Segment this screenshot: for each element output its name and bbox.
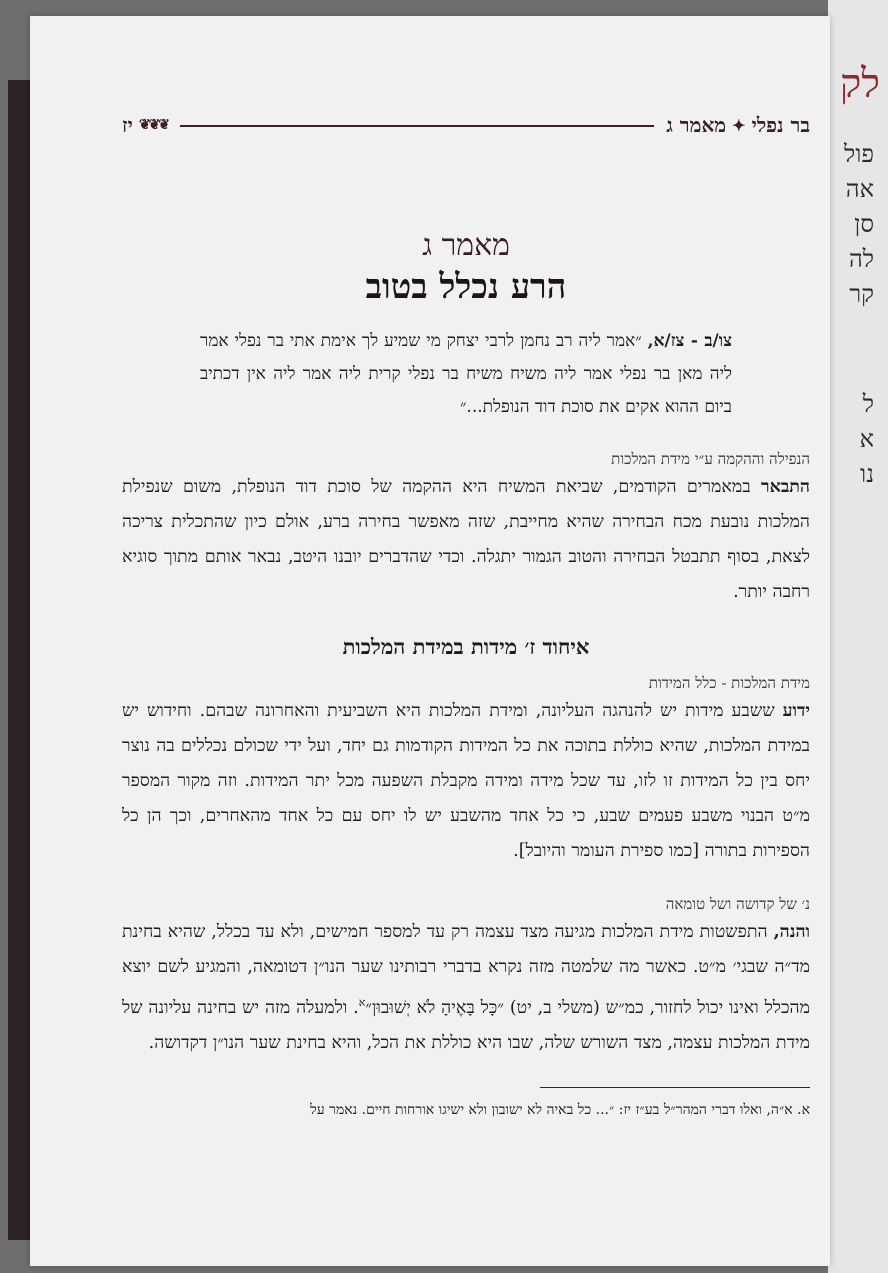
next-page-line-fragment: אה bbox=[845, 175, 874, 203]
paragraph-lead-word: התבאר bbox=[760, 477, 810, 497]
essay-title: הרע נכלל בטוב bbox=[365, 267, 567, 307]
next-page-line-fragment: נו bbox=[860, 460, 874, 488]
section-heading: איחוד ז׳ מידות במידת המלכות bbox=[342, 634, 590, 659]
paragraph-text-continued: . ולמעלה מזה יש בחינה עליונה של מידת המלכות עצמה, מצד השורש שלה, שבו היא כוללת את הכל, והיא בחינת שער הנו״ן דקדושה. bbox=[122, 997, 810, 1053]
next-page-line-fragment: קר bbox=[849, 280, 874, 308]
header-separator-icon: ✦ bbox=[732, 115, 746, 135]
quote-reference: צו/ב - צז/א, bbox=[647, 331, 732, 351]
footnote-separator bbox=[540, 1087, 810, 1088]
paragraph-lead-word: ידוע bbox=[782, 701, 810, 721]
section-side-label: מידת המלכות - כלל המידות bbox=[648, 674, 810, 692]
header-ornament-icon: ❦❦❦ bbox=[138, 117, 169, 133]
footnote-marker[interactable]: א bbox=[358, 996, 366, 1009]
body-paragraph bbox=[122, 470, 810, 610]
paragraph-lead-word: והנה, bbox=[773, 922, 810, 942]
essay-label: מאמר ג bbox=[422, 228, 510, 263]
section-side-label: נ׳ של קדושה ושל טומאה bbox=[665, 895, 810, 913]
body-paragraph bbox=[122, 694, 810, 869]
page-number: יז bbox=[122, 112, 133, 137]
next-page-line-fragment: פול bbox=[844, 140, 874, 168]
quote-text: ״אמר ליה רב נחמן לרבי יצחק מי שמיע לך אימת אתי בר נפלי אמר ליה מאן בר נפלי אמר ליה משיח משיח בר נפלי קרית ליה אמר ליה אין דכתיב ביום ההוא אקים את סוכת דוד הנופלת...״ bbox=[200, 331, 732, 417]
header-rule bbox=[180, 124, 654, 127]
next-page-title-fragment: לק bbox=[839, 61, 880, 107]
next-page-edge bbox=[828, 0, 888, 1273]
page-content bbox=[122, 108, 810, 1120]
next-page-line-fragment: א bbox=[859, 425, 874, 453]
paragraph-text: התפשטות מידת המלכות מגיעה מצד עצמה רק עד למספר חמישים, ולא עד בכלל, שהיא בחינת מד״ה שבגי׳ מ״ט. כאשר מה שלמטה מזה נקרא בדברי רבותינו שער הנו״ן דטומאה, והמגיע לשם יוצא מהכלל ואינו יכול לחזור, כמ״ש (משלי ב, יט) ״כָּל בָּאֶיהָ לֹא יְשׁוּבוּן״ bbox=[122, 922, 810, 1018]
next-page-line-fragment: סן bbox=[854, 210, 874, 238]
footnote: א. א״ה, ואלו דברי המהר״ל בע״ז יז: ״... כל באיה לא ישובון ולא ישיגו אורחות חיים. נאמר על bbox=[310, 1101, 810, 1118]
next-page-line-fragment: ל bbox=[862, 390, 874, 418]
paragraph-text: ששבע מידות יש להנהגה העליונה, ומידת המלכות היא השביעית והאחרונה שבהם. וחידוש יש במידת המלכות, שהיא כוללת בתוכה את כל המידות הקודמות גם יחד, ועל ידי שכולם נכללים בה נוצר יחס בין כל המידות זו לזו, עד שכל מידה ומידה מקבלת השפעה מכל יתר המידות. וזה מקור המספר מ״ט הבנוי משבע פעמים שבע, כי כל אחד מהשבע יש לו יחס עם כל אחד מהאחרים, וכך הן כל הספירות בתורה [כמו ספירת העומר והיובל]. bbox=[122, 701, 810, 861]
running-header bbox=[122, 108, 810, 142]
section-side-label: הנפילה וההקמה ע״י מידת המלכות bbox=[611, 450, 810, 468]
header-book-title: בר נפלי bbox=[751, 112, 810, 137]
header-essay-title: מאמר ג bbox=[666, 112, 727, 137]
next-page-line-fragment: לה bbox=[848, 245, 874, 273]
body-paragraph bbox=[122, 915, 810, 1061]
opening-quote bbox=[200, 325, 732, 424]
paragraph-text: במאמרים הקודמים, שביאת המשיח היא ההקמה של סוכת דוד הנופלת, משום שנפילת המלכות נובעת מכח הבחירה שהיא מחייבת, שזה מאפשר בחירה ברע, אולם כיון שהתכלית צריכה לצאת, בסוף תתבטל הבחירה והטוב הגמור יתגלה. וכדי שהדברים יובנו היטב, נבאר אותם מתוך סוגיא רחבה יותר. bbox=[122, 477, 810, 602]
book-page bbox=[30, 16, 830, 1266]
